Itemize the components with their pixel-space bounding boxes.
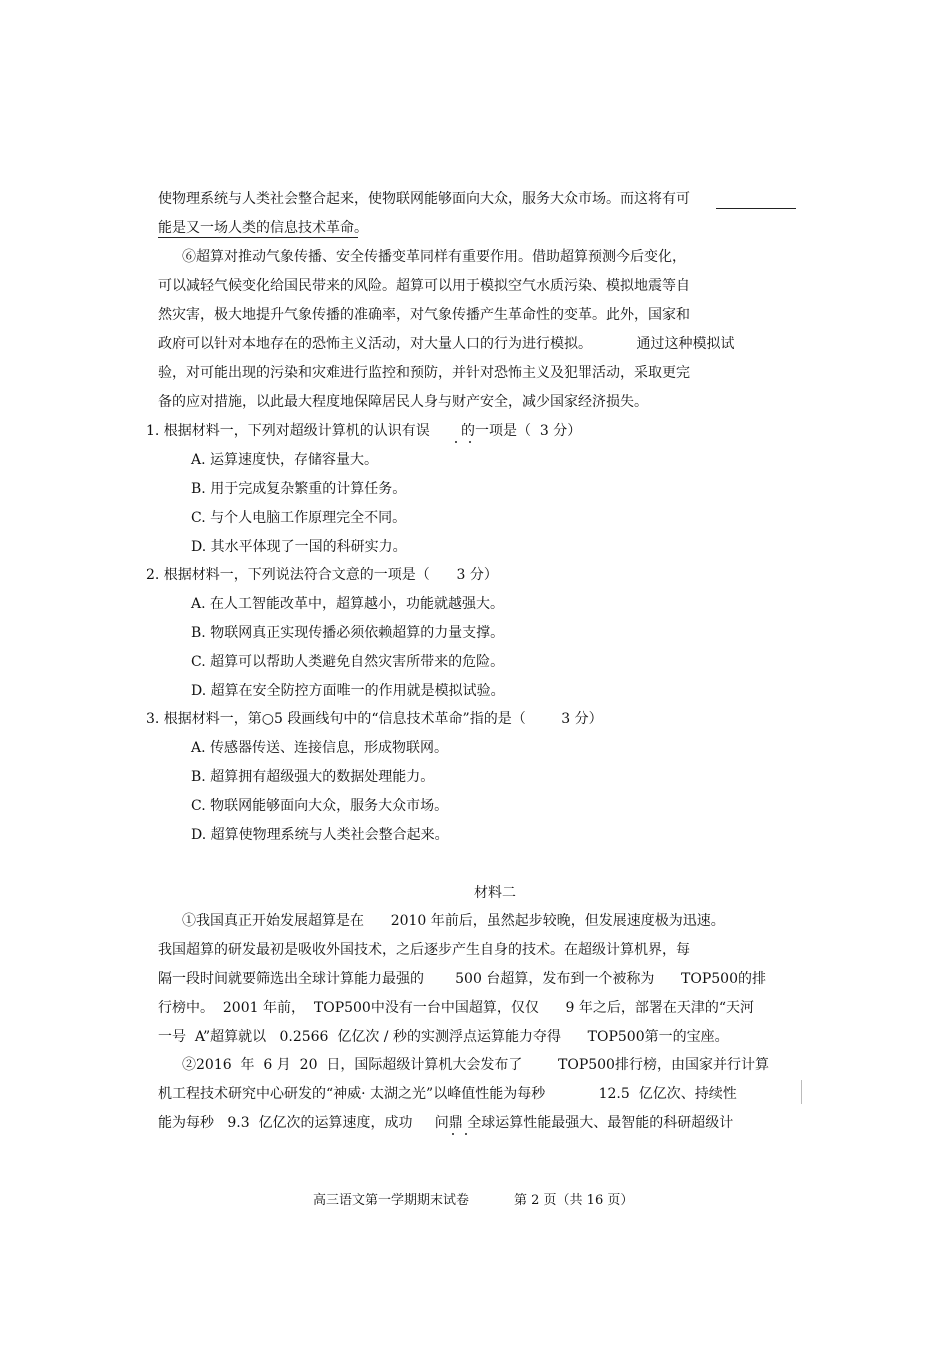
material2-line-1: ①我国真正开始发展超算是在 2010 年前后，虽然起步较晚，但发展速度极为迅速。: [182, 913, 725, 929]
passage1-line-6: 政府可以针对本地存在的恐怖主义活动，对大量人口的行为进行模拟。 通过这种模拟试: [158, 336, 735, 352]
question-2-option-b: B. 物联网真正实现传播必须依赖超算的力量支撑。: [191, 625, 505, 641]
material2-line-5: 一号 A”超算就以 0.2566 亿亿次 / 秒的实测浮点运算能力夺得 TOP500第一的宝座。: [158, 1029, 729, 1045]
question-2-option-a: A. 在人工智能改革中，超算越小，功能就越强大。: [191, 596, 505, 612]
emphasis-dot: [452, 1133, 454, 1135]
footer-page-info: 第 2 页（共 16 页）: [514, 1193, 634, 1208]
question-3-stem: 3. 根据材料一，第○5 段画线句中的“信息技术革命”指的是（ 3 分）: [146, 711, 603, 727]
question-1-option-b: B. 用于完成复杂繁重的计算任务。: [191, 481, 407, 497]
scan-edge-mark: [801, 1080, 802, 1104]
material2-line-7: 机工程技术研究中心研发的“神威· 太湖之光”以峰值性能为每秒 12.5 亿亿次、持续性: [158, 1086, 737, 1102]
question-3-option-c: C. 物联网能够面向大众，服务大众市场。: [191, 798, 449, 814]
passage1-line-3: ⑥超算对推动气象传播、安全传播变革同样有重要作用。借助超算预测今后变化，: [182, 249, 686, 265]
question-2-option-d: D. 超算在安全防控方面唯一的作用就是模拟试验。: [191, 683, 505, 699]
emphasis-dot: [469, 441, 471, 443]
material2-line-3: 隔一段时间就要筛选出全球计算能力最强的 500 台超算，发布到一个被称为 TOP500的排: [158, 971, 766, 987]
underline-segment: [158, 237, 358, 238]
passage1-line-1: 使物理系统与人类社会整合起来，使物联网能够面向大众，服务大众市场。而这将有可: [158, 191, 690, 207]
emphasis-dot: [455, 441, 457, 443]
passage1-line-5: 然灾害，极大地提升气象传播的准确率，对气象传播产生革命性的变革。此外，国家和: [158, 307, 690, 323]
question-1-option-c: C. 与个人电脑工作原理完全不同。: [191, 510, 407, 526]
underline-segment: [716, 208, 796, 209]
emphasis-dot: [465, 1133, 467, 1135]
question-1-option-a: A. 运算速度快，存储容量大。: [191, 452, 379, 468]
material2-line-4: 行榜中。 2001 年前， TOP500中没有一台中国超算，仅仅 9 年之后，部署在天津的“天河: [158, 1000, 755, 1016]
question-3-option-b: B. 超算拥有超级强大的数据处理能力。: [191, 769, 435, 785]
question-2-option-c: C. 超算可以帮助人类避免自然灾害所带来的危险。: [191, 654, 505, 670]
question-1-stem: 1. 根据材料一，下列对超级计算机的认识有误 的一项是（ 3 分）: [146, 423, 582, 439]
material2-line-2: 我国超算的研发最初是吸收外国技术，之后逐步产生自身的技术。在超级计算机界，每: [158, 942, 690, 958]
passage1-line-8: 备的应对措施，以此最大程度地保障居民人身与财产安全，减少国家经济损失。: [158, 394, 648, 410]
passage1-line-7: 验，对可能出现的污染和灾难进行监控和预防，并针对恐怖主义及犯罪活动，采取更完: [158, 365, 690, 381]
footer-exam-title: 高三语文第一学期期末试卷: [313, 1193, 470, 1208]
passage1-line-4: 可以减轻气候变化给国民带来的风险。超算可以用于模拟空气水质污染、模拟地震等自: [158, 278, 690, 294]
question-3-option-d: D. 超算使物理系统与人类社会整合起来。: [191, 827, 449, 843]
material2-line-8: 能为每秒 9.3 亿亿次的运算速度，成功 问鼎 全球运算性能最强大、最智能的科研超级计: [158, 1115, 734, 1131]
passage1-line-2: 能是又一场人类的信息技术革命。: [158, 220, 368, 236]
question-1-option-d: D. 其水平体现了一国的科研实力。: [191, 539, 407, 555]
material2-title: 材料二: [474, 885, 516, 901]
question-3-option-a: A. 传感器传送、连接信息，形成物联网。: [191, 740, 449, 756]
question-2-stem: 2. 根据材料一，下列说法符合文意的一项是（ 3 分）: [146, 567, 498, 583]
material2-line-6: ②2016 年 6 月 20 日，国际超级计算机大会发布了 TOP500排行榜，由国家并行计算: [182, 1057, 769, 1073]
